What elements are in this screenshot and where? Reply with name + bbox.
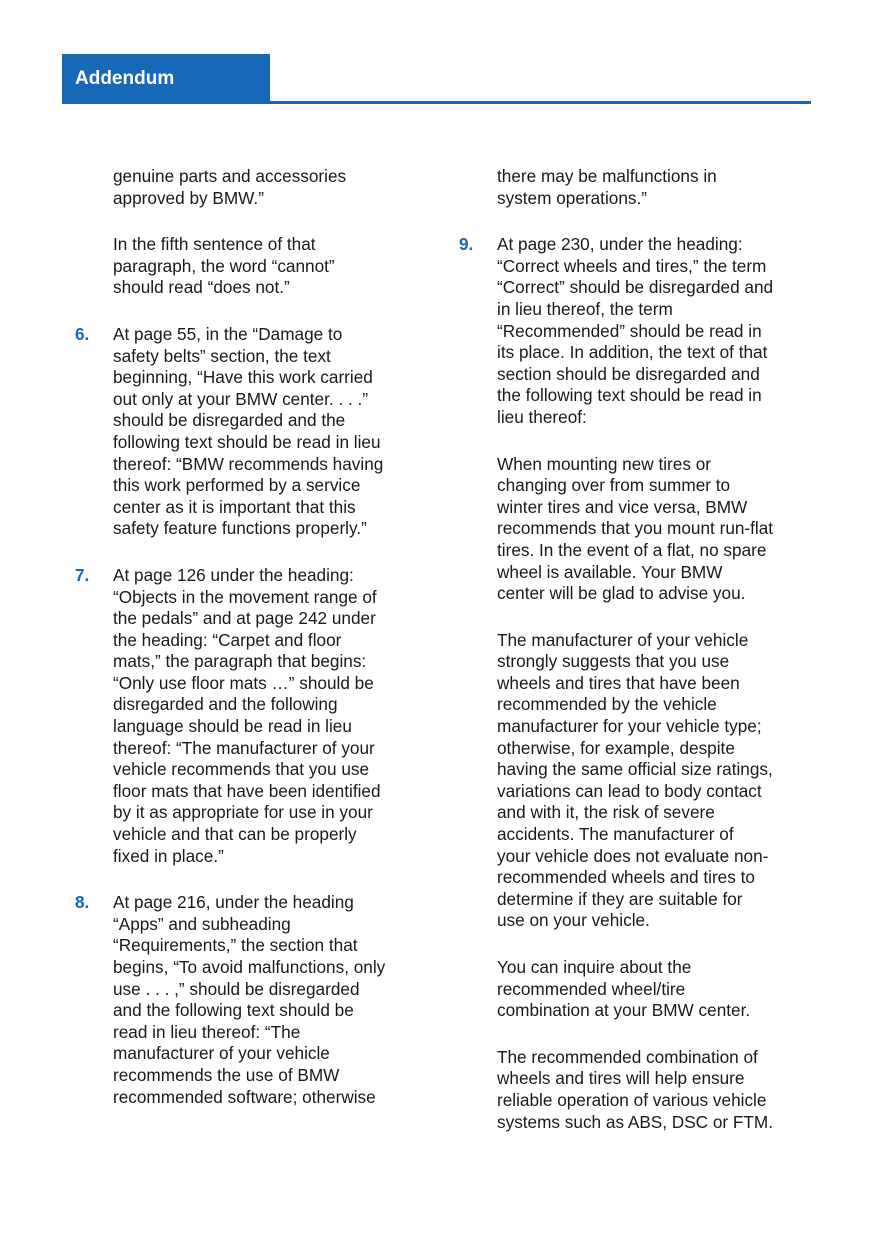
item-text: At page 230, under the heading: “Correct wheels and tires,” the term “Correct” should be disregarded and in lieu thereof, the term “Recommended” should be read in its place. In addition, the text of that section should be disregarded and the following text should be read in lieu thereof: [497, 234, 774, 427]
left-column [75, 166, 420, 1133]
list-item [75, 892, 420, 1108]
list-item [75, 565, 420, 867]
list-item [459, 234, 809, 428]
item-text: At page 216, under the heading “Apps” and subheading “Requirements,” the section that begins, “To avoid malfunctions, only use . . . ,” should be disregarded and the following text should be read in lieu thereof: “The manufacturer of your vehicle recommends the use of BMW recommended software; otherwise [113, 892, 386, 1107]
list-item [75, 324, 420, 540]
page-header-title: Addendum [62, 54, 270, 104]
item-text: At page 55, in the “Damage to safety belts” section, the text beginning, “Have this work carried out only at your BMW center. . . .” should be disregarded and the following text should be read in lieu thereof: “BMW recommends having this work performed by a service center as it is important that this safety feature functions properly.” [113, 323, 384, 539]
item-number: 8. [75, 892, 90, 913]
paragraph: When mounting new tires or changing over from summer to winter tires and vice versa, BMW recommends that you mount run-flat tires. In the event of a flat, no spare wheel is available. Your BMW center will be glad to advise you. [497, 453, 774, 604]
header-divider [62, 101, 811, 104]
paragraph: there may be malfunctions in system operations.” [497, 166, 717, 208]
paragraph: In the fifth sentence of that paragraph, the word “cannot” should read “does not.” [113, 234, 335, 298]
item-number: 6. [75, 323, 90, 344]
right-column [459, 166, 809, 1158]
paragraph: You can inquire about the recommended wheel/tire combination at your BMW center. [497, 957, 751, 1021]
paragraph: The manufacturer of your vehicle strongly suggests that you use wheels and tires that have been recommended by the vehicle manufacturer for your vehicle type; otherwise, for example, despite having the same official size ratings, variations can lead to body contact and with it, the risk of severe accidents. The manufacturer of your vehicle does not evaluate non- recommended wheels and tires to determine if they are suitable for use on your vehicle. [497, 629, 773, 931]
item-text: At page 126 under the heading: “Objects in the movement range of the pedals” and at page 242 under the heading: “Carpet and floor mats,” the paragraph that begins: “Only use floor mats …” should be disregarded and the following language should be read in lieu thereof: “The manufacturer of your vehicle recommends that you use floor mats that have been identified by it as appropriate for use in your vehicle and that can be properly fixed in place.” [113, 564, 381, 866]
paragraph: The recommended combination of wheels and tires will help ensure reliable operation of various vehicle systems such as ABS, DSC or FTM. [497, 1046, 774, 1132]
item-number: 7. [75, 564, 90, 585]
item-number: 9. [459, 234, 474, 255]
paragraph: genuine parts and accessories approved by BMW.” [113, 166, 347, 208]
